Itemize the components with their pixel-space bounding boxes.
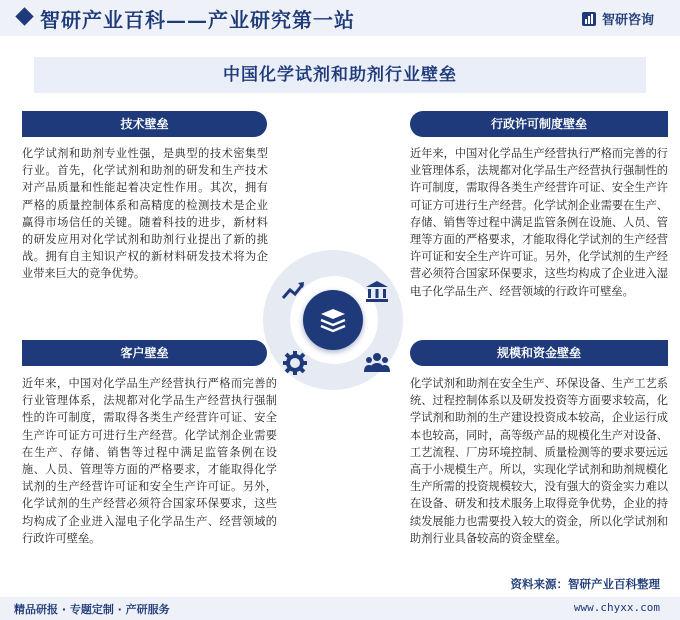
page-title: 中国化学试剂和助剂行业壁垒: [223, 65, 457, 85]
section-text-tech: 化学试剂和助剂专业性强，是典型的技术密集型行业。首先，化学试剂和助剂的研发和生产技术对产品质量和性能起着决定性作用。其次，拥有严格的质量控制体系和高精度的检测技术是企业赢得市场信任的关键。随着科技的进步，新材料的研发应用对化学试剂和助剂行业提出了新的挑战。拥有自主知识产权的新材料研发技术将为企业带来巨大的竞争优势。: [22, 147, 268, 281]
footer-url[interactable]: www.chyxx.com: [573, 601, 660, 614]
section-label-tech: 技术壁垒: [22, 111, 267, 137]
source-note: 资料来源：智研产业百科整理: [510, 577, 660, 591]
footer-bar: [0, 597, 680, 620]
stack-layers-icon: [317, 304, 349, 336]
center-core: [303, 290, 363, 350]
section-label-scale: 规模和资金壁垒: [410, 340, 668, 366]
section-text-admin: 近年来，中国对化学品生产经营执行严格而完善的行业管理体系，法规都对化学品生产经营执行强制性的许可制度，需取得各类生产经营许可证、安全生产许可证方可进行生产经营。化学试剂企业需要在生产、存储、销售等过程中满足监管条例在设施、人员、管理等方面的严格要求，才能取得化学试剂的生产经营许可证和安全生产许可证。另外，化学试剂的生产经营必须符合国家环保要求，这些均构成了企业进入湿电子化学品生产、经营领域的行政许可壁垒。: [410, 147, 668, 298]
brand-logo-icon: [581, 11, 597, 27]
section-text-scale: 化学试剂和助剂在安全生产、环保设备、生产工艺系统、过程控制体系以及研发投资等方面要求较高，化学试剂和助剂的生产建设投资成本较高，企业运行成本也较高，同时，高等级产品的规模化生产对设备、工艺流程、厂房环境控制、质量检测等的要求要远远高于小规模生产。所以，实现化学试剂和助剂规模化生产所需的投资规模较大，没有强大的资金实力难以在设备、研发和技术服务上取得竞争优势，企业的持续发展能力也需要投入较大的资金，所以化学试剂和助剂行业具备较高的资金壁垒。: [410, 377, 668, 545]
section-label-admin: 行政许可制度壁垒: [410, 111, 668, 137]
bank-building-icon: [364, 278, 390, 304]
gear-icon: [282, 350, 308, 376]
diamond-icon: [15, 7, 33, 25]
brand-name: 智研咨询: [601, 13, 654, 28]
site-title: 智研产业百科——产业研究第一站: [40, 8, 355, 32]
footer-tagline: 精品研报 · 专题定制 · 产研服务: [14, 603, 170, 616]
chart-trend-icon: [280, 278, 306, 304]
title-band: [34, 57, 646, 93]
brand[interactable]: [581, 9, 654, 28]
section-label-customer: 客户壁垒: [22, 340, 267, 366]
top-banner: [0, 0, 680, 36]
section-text-customer: 近年来，中国对化学品生产经营执行严格而完善的行业管理体系，法规都对化学品生产经营执行强制性的许可制度，需取得各类生产经营许可证、安全生产许可证方可进行生产经营。化学试剂企业需要在生产、存储、销售等过程中满足监管条例在设施、人员、管理等方面的严格要求，才能取得化学试剂的生产经营许可证和安全生产许可证。另外，化学试剂的生产经营必须符合国家环保要求，这些均构成了企业进入湿电子化学品生产、经营领域的行政许可壁垒。: [22, 377, 277, 545]
people-icon: [364, 350, 390, 376]
